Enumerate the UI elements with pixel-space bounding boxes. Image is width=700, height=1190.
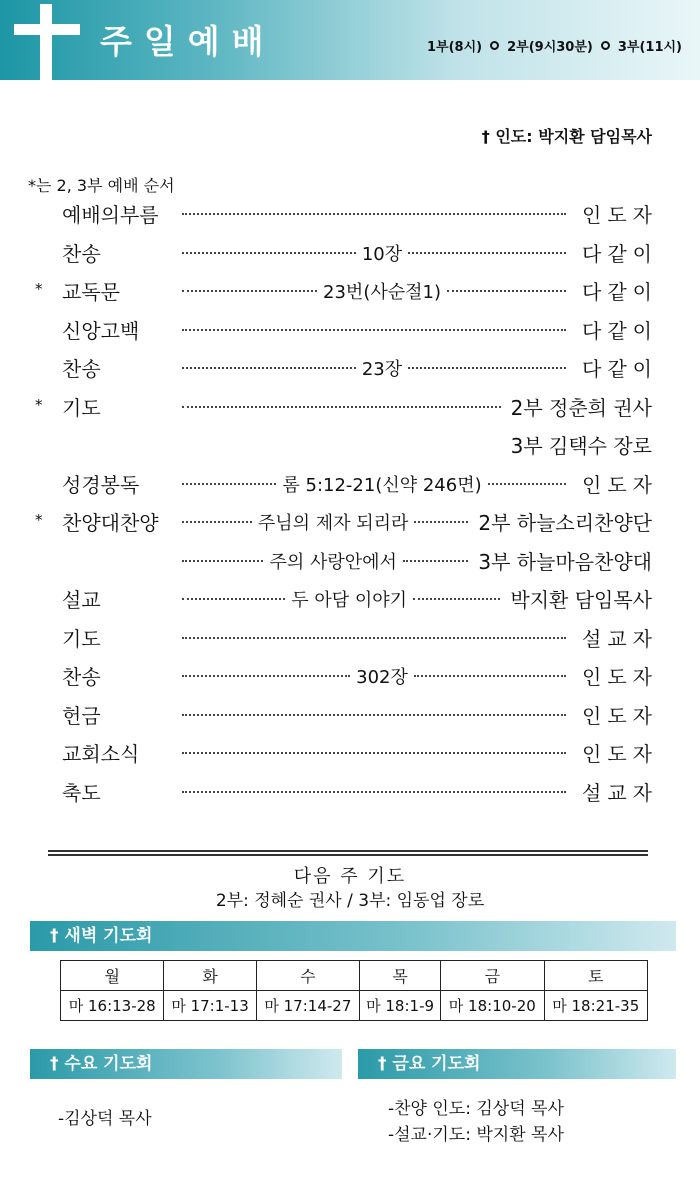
service-schedule (427, 36, 682, 55)
dawn-prayer-header: † 새벽 기도회 (30, 921, 676, 951)
page-title: 주일예배 (100, 22, 276, 61)
order-item (0, 738, 700, 770)
order-item-name: 헌금 (62, 703, 101, 728)
order-item-responsible: 다같이 (582, 280, 658, 304)
dotted-leader (182, 367, 356, 369)
day-header: 화 (164, 961, 256, 991)
order-item-responsible: 3부 김택수 장로 (510, 434, 652, 458)
order-item-detail: 10장 (361, 243, 403, 265)
order-item-responsible: 박지환 담임목사 (510, 588, 652, 612)
asterisk-mark: * (35, 395, 43, 414)
wednesday-leader: -김상덕 목사 (58, 1109, 152, 1129)
day-header: 금 (441, 961, 544, 991)
order-item (0, 469, 700, 501)
next-prayer-title: 다음 주 기도 (293, 866, 407, 887)
order-item-name: 기도 (62, 395, 101, 420)
dotted-leader (182, 598, 285, 600)
dotted-leader (447, 290, 566, 292)
reading-cell: 마 18:1-9 (360, 991, 441, 1021)
order-item-responsible: 인도자 (582, 665, 658, 689)
order-item-name: 예배의부름 (62, 203, 159, 227)
dotted-leader (182, 521, 252, 523)
order-item-name: 찬송 (62, 665, 101, 689)
order-item-name: 찬송 (62, 357, 101, 381)
dotted-leader (414, 675, 566, 677)
dotted-leader (182, 483, 276, 485)
order-item-name: 교회소식 (62, 742, 140, 766)
order-item-responsible: 다같이 (582, 357, 658, 381)
dotted-leader (182, 329, 566, 331)
order-item-detail: 두 아담 이야기 (291, 590, 408, 611)
reading-cell: 마 18:10-20 (441, 991, 544, 1021)
order-item-detail: 302장 (356, 667, 408, 688)
order-item-responsible: 인도자 (582, 472, 658, 497)
cross-icon-bar (14, 24, 80, 35)
order-item (0, 661, 700, 693)
order-item-name: 성경봉독 (62, 472, 140, 497)
dotted-leader (182, 252, 356, 254)
dotted-leader (182, 560, 263, 562)
dawn-prayer-table (60, 960, 648, 1021)
friday-sermon-prayer: -설교·기도: 박지환 목사 (388, 1125, 564, 1145)
order-item-name: 신앙고백 (62, 318, 140, 343)
reading-cell: 마 18:21-35 (544, 991, 647, 1021)
worship-leader: † 인도: 박지환 담임목사 (481, 127, 652, 146)
order-item-responsible: 3부 하늘마음찬양대 (478, 549, 652, 574)
dotted-leader (182, 290, 317, 292)
order-item-name: 찬송 (62, 241, 101, 266)
day-header: 토 (544, 961, 647, 991)
header-banner (0, 0, 700, 80)
order-item-name: 설교 (62, 588, 101, 612)
order-item-name: 교독문 (62, 280, 120, 304)
divider (48, 850, 648, 856)
order-item-detail: 주의 사랑안에서 (269, 551, 397, 573)
schedule-second: 2부(9시30분) (507, 40, 593, 55)
asterisk-mark: * (35, 280, 43, 298)
schedule-first: 1부(8시) (427, 40, 483, 55)
order-item (0, 392, 700, 424)
dotted-leader (182, 637, 566, 639)
order-item (0, 276, 700, 308)
asterisk-mark: * (35, 511, 43, 529)
order-item (0, 199, 700, 231)
order-item-responsible: 다같이 (582, 318, 658, 343)
circle-icon (601, 41, 610, 50)
friday-praise-leader: -찬양 인도: 김상덕 목사 (388, 1099, 564, 1119)
order-item (0, 507, 700, 539)
day-header: 목 (360, 961, 441, 991)
order-item-responsible: 다같이 (582, 241, 658, 266)
dotted-leader (413, 598, 500, 600)
order-item (0, 546, 700, 578)
next-prayer-people: 2부: 정혜순 권사 / 3부: 임동업 장로 (215, 891, 485, 911)
dotted-leader (182, 791, 566, 793)
dotted-leader (182, 714, 566, 716)
order-item-responsible: 인도자 (582, 703, 658, 728)
order-item-detail: 23번(사순절1) (323, 282, 441, 303)
order-item (0, 700, 700, 732)
order-item (0, 623, 700, 655)
dotted-leader (414, 521, 468, 523)
day-header: 월 (61, 961, 164, 991)
order-item (0, 777, 700, 809)
cross-icon (40, 4, 52, 80)
order-item-responsible: 설교자 (582, 626, 658, 651)
reading-cell: 마 17:1-13 (164, 991, 256, 1021)
order-item-detail: 주님의 제자 되리라 (257, 513, 409, 534)
order-item-responsible: 인도자 (582, 203, 658, 227)
order-item-name: 기도 (62, 626, 101, 651)
schedule-third: 3부(11시) (617, 40, 682, 55)
order-item-responsible: 2부 하늘소리찬양단 (478, 511, 652, 535)
wednesday-prayer-header: † 수요 기도회 (30, 1049, 342, 1079)
order-item-responsible: 인도자 (582, 742, 658, 766)
order-item (0, 353, 700, 385)
day-header: 수 (256, 961, 359, 991)
dotted-leader (488, 483, 566, 485)
order-item (0, 584, 700, 616)
dotted-leader (403, 560, 468, 562)
reading-cell: 마 16:13-28 (61, 991, 164, 1021)
dotted-leader (182, 406, 501, 408)
order-item (0, 315, 700, 347)
order-item-detail: 23장 (361, 359, 403, 380)
order-item-name: 축도 (62, 780, 101, 805)
reading-cell: 마 17:14-27 (256, 991, 359, 1021)
order-item-name: 찬양대찬양 (62, 511, 159, 535)
order-item-detail: 롬 5:12-21(신약 246면) (282, 474, 482, 496)
order-note: *는 2, 3부 예배 순서 (28, 176, 175, 195)
dotted-leader (408, 367, 566, 369)
order-item-responsible: 2부 정춘희 권사 (510, 395, 652, 420)
circle-icon (490, 41, 499, 50)
dotted-leader (182, 675, 350, 677)
dotted-leader (182, 213, 566, 215)
order-item (0, 238, 700, 270)
order-item (0, 430, 700, 462)
dotted-leader (408, 252, 566, 254)
order-item-responsible: 설교자 (582, 780, 658, 805)
friday-prayer-header: † 금요 기도회 (358, 1049, 676, 1079)
dotted-leader (182, 752, 566, 754)
